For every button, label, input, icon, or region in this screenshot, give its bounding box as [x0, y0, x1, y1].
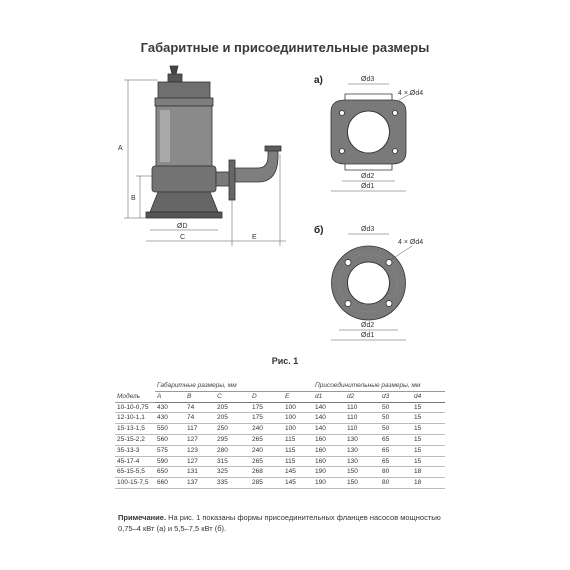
value-cell: 150: [345, 467, 380, 478]
value-cell: 127: [185, 434, 215, 445]
value-cell: 100: [283, 424, 313, 435]
model-cell: 25-15-2,2: [115, 434, 155, 445]
value-cell: 430: [155, 402, 185, 413]
flange-view-a: [331, 94, 406, 170]
table-row: [115, 467, 445, 478]
column-header: d4: [412, 391, 445, 402]
value-cell: 15: [412, 445, 445, 456]
value-cell: 160: [313, 456, 345, 467]
value-cell: 160: [313, 434, 345, 445]
model-cell: 100-15-7,5: [115, 478, 155, 489]
view-b-d4-label: 4 × Ød4: [398, 239, 424, 246]
value-cell: 560: [155, 434, 185, 445]
value-cell: 110: [345, 413, 380, 424]
value-cell: 65: [380, 445, 412, 456]
flange-view-b: [332, 246, 406, 320]
value-cell: 15: [412, 456, 445, 467]
model-cell: 12-10-1,1: [115, 413, 155, 424]
value-cell: 50: [380, 413, 412, 424]
note: [118, 512, 458, 534]
value-cell: 18: [412, 478, 445, 489]
dim-c-label: C: [180, 234, 186, 241]
value-cell: 80: [380, 467, 412, 478]
column-header: E: [283, 391, 313, 402]
value-cell: 268: [250, 467, 283, 478]
value-cell: 240: [250, 445, 283, 456]
value-cell: 145: [283, 478, 313, 489]
value-cell: 160: [313, 445, 345, 456]
value-cell: 18: [412, 467, 445, 478]
value-cell: 50: [380, 402, 412, 413]
dimensions-table: [115, 381, 445, 489]
value-cell: 265: [250, 456, 283, 467]
column-header: d3: [380, 391, 412, 402]
figure-caption: Рис. 1: [271, 356, 299, 366]
dim-b-label: B: [131, 195, 136, 202]
view-a-d2-label: Ød2: [361, 173, 375, 180]
view-b-d3-label: Ød3: [361, 226, 375, 233]
value-cell: 131: [185, 467, 215, 478]
table-row: [115, 402, 445, 413]
value-cell: 74: [185, 402, 215, 413]
value-cell: 80: [380, 478, 412, 489]
value-cell: 140: [313, 413, 345, 424]
value-cell: 660: [155, 478, 185, 489]
view-b-d2-label: Ød2: [361, 322, 375, 329]
model-cell: 35-13-3: [115, 445, 155, 456]
value-cell: 100: [283, 402, 313, 413]
value-cell: 15: [412, 402, 445, 413]
view-a-d4-label: 4 × Ød4: [398, 90, 424, 97]
column-header: C: [215, 391, 250, 402]
value-cell: 240: [250, 424, 283, 435]
value-cell: 115: [283, 456, 313, 467]
pump-side-view: [146, 66, 281, 218]
value-cell: 550: [155, 424, 185, 435]
value-cell: 575: [155, 445, 185, 456]
table-row: [115, 424, 445, 435]
value-cell: 650: [155, 467, 185, 478]
value-cell: 175: [250, 413, 283, 424]
page-title: Габаритные и присоединительные размеры: [140, 40, 430, 55]
value-cell: 190: [313, 478, 345, 489]
value-cell: 74: [185, 413, 215, 424]
dim-e-label: E: [252, 234, 257, 241]
column-header: B: [185, 391, 215, 402]
table-row: [115, 445, 445, 456]
value-cell: 65: [380, 434, 412, 445]
value-cell: 325: [215, 467, 250, 478]
table-body: [115, 402, 445, 488]
view-b-label: б): [314, 225, 324, 236]
value-cell: 150: [345, 478, 380, 489]
value-cell: 205: [215, 413, 250, 424]
value-cell: 130: [345, 456, 380, 467]
value-cell: 15: [412, 434, 445, 445]
view-a-label: а): [314, 75, 323, 86]
model-cell: 45-17-4: [115, 456, 155, 467]
value-cell: 130: [345, 434, 380, 445]
view-a-d3-label: Ød3: [361, 76, 375, 83]
value-cell: 50: [380, 424, 412, 435]
value-cell: 140: [313, 424, 345, 435]
column-header: D: [250, 391, 283, 402]
column-header: A: [155, 391, 185, 402]
side-edge-mark: [466, 345, 474, 425]
model-cell: 10-10-0,75: [115, 402, 155, 413]
value-cell: 110: [345, 424, 380, 435]
value-cell: 15: [412, 424, 445, 435]
value-cell: 65: [380, 456, 412, 467]
group-header-gabarit: Габаритные размеры, мм: [155, 381, 313, 391]
value-cell: 265: [250, 434, 283, 445]
value-cell: 140: [313, 402, 345, 413]
sub-header-row: [115, 391, 445, 402]
model-header: Модель: [115, 381, 155, 402]
value-cell: 117: [185, 424, 215, 435]
group-header-conn: Присоединительные размеры, мм: [313, 381, 445, 391]
value-cell: 205: [215, 402, 250, 413]
model-cell: 15-13-1,5: [115, 424, 155, 435]
value-cell: 110: [345, 402, 380, 413]
dim-d-label: ØD: [177, 223, 188, 230]
value-cell: 15: [412, 413, 445, 424]
table-row: [115, 413, 445, 424]
value-cell: 175: [250, 402, 283, 413]
value-cell: 280: [215, 445, 250, 456]
value-cell: 295: [215, 434, 250, 445]
table-row: [115, 478, 445, 489]
value-cell: 137: [185, 478, 215, 489]
table-row: [115, 434, 445, 445]
value-cell: 115: [283, 434, 313, 445]
value-cell: 335: [215, 478, 250, 489]
value-cell: 127: [185, 456, 215, 467]
dim-a-label: A: [118, 145, 123, 152]
column-header: d1: [313, 391, 345, 402]
value-cell: 315: [215, 456, 250, 467]
value-cell: 123: [185, 445, 215, 456]
value-cell: 190: [313, 467, 345, 478]
value-cell: 590: [155, 456, 185, 467]
value-cell: 145: [283, 467, 313, 478]
value-cell: 115: [283, 445, 313, 456]
note-text: На рис. 1 показаны формы присоединительных фланцев насосов мощностью 0,75–4 кВт (а) и 5,5–7,5 кВт (б).: [118, 513, 441, 533]
value-cell: 100: [283, 413, 313, 424]
model-cell: 65-15-5,5: [115, 467, 155, 478]
value-cell: 285: [250, 478, 283, 489]
note-label: Примечание.: [118, 513, 167, 522]
view-a-d1-label: Ød1: [361, 183, 375, 190]
table-row: [115, 456, 445, 467]
value-cell: 250: [215, 424, 250, 435]
value-cell: 430: [155, 413, 185, 424]
column-header: d2: [345, 391, 380, 402]
value-cell: 130: [345, 445, 380, 456]
view-b-d1-label: Ød1: [361, 332, 375, 339]
